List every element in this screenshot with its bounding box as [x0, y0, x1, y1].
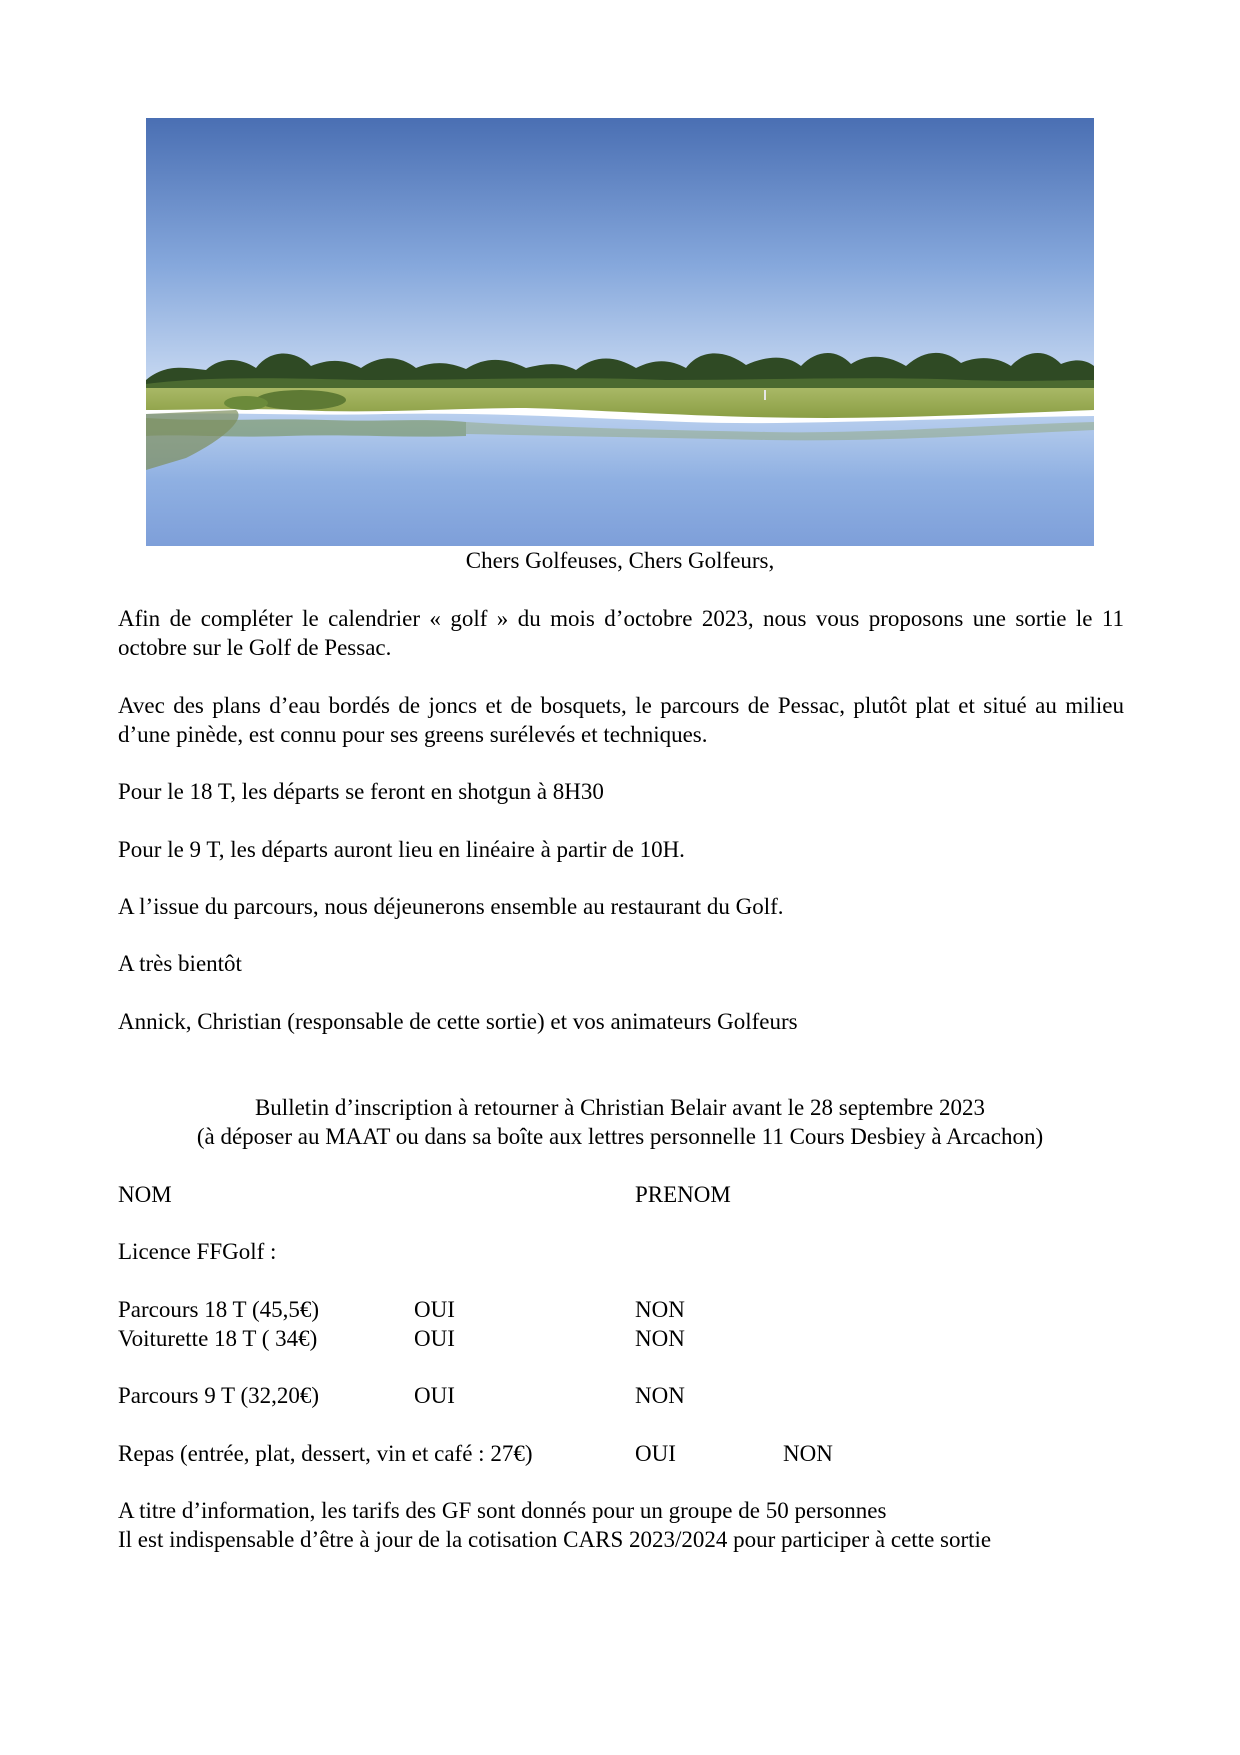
option-voiturette-18-label: Voiturette 18 T ( 34€) [118, 1326, 318, 1351]
option-voiturette-18-non: NON [635, 1326, 685, 1351]
field-licence-label: Licence FFGolf : [118, 1239, 277, 1264]
paragraph-signature: Annick, Christian (responsable de cette sortie) et vos animateurs Golfeurs [118, 1009, 798, 1034]
note-cotisation: Il est indispensable d’être à jour de la cotisation CARS 2023/2024 pour participer à cette sortie [118, 1527, 992, 1552]
option-parcours-9-non: NON [635, 1383, 685, 1408]
option-parcours-9-oui: OUI [414, 1383, 455, 1408]
paragraph-course-description: Avec des plans d’eau bordés de joncs et de bosquets, le parcours de Pessac, plutôt plat et situé au milieu d’une pinède, est connu pour ses greens surélevés et techniques. [118, 693, 1124, 747]
paragraph-lunch: A l’issue du parcours, nous déjeunerons ensemble au restaurant du Golf. [118, 894, 784, 919]
option-voiturette-18-oui: OUI [414, 1326, 455, 1351]
note-tarifs: A titre d’information, les tarifs des GF sont donnés pour un groupe de 50 personnes [118, 1498, 887, 1523]
paragraph-intro: Afin de compléter le calendrier « golf » du mois d’octobre 2023, nous vous proposons une sortie le 11 octobre sur le Golf de Pessac. [118, 606, 1124, 660]
option-parcours-18-label: Parcours 18 T (45,5€) [118, 1297, 320, 1322]
paragraph-closing: A très bientôt [118, 951, 242, 976]
bulletin-title: Bulletin d’inscription à retourner à Christian Belair avant le 28 septembre 2023 [254, 1095, 986, 1120]
option-repas-label: Repas (entrée, plat, dessert, vin et café : 27€) [118, 1441, 533, 1466]
field-nom-label: NOM [118, 1182, 172, 1207]
option-parcours-18-oui: OUI [414, 1297, 455, 1322]
golf-course-photo [146, 118, 1094, 546]
paragraph-18t-start: Pour le 18 T, les départs se feront en shotgun à 8H30 [118, 779, 604, 804]
greeting: Chers Golfeuses, Chers Golfeurs, [465, 548, 775, 573]
bulletin-subtitle: (à déposer au MAAT ou dans sa boîte aux lettres personnelle 11 Cours Desbiey à Arcachon) [196, 1124, 1044, 1149]
option-repas-non: NON [783, 1441, 833, 1466]
paragraph-9t-start: Pour le 9 T, les départs auront lieu en linéaire à partir de 10H. [118, 837, 685, 862]
option-parcours-9-label: Parcours 9 T (32,20€) [118, 1383, 320, 1408]
field-prenom-label: PRENOM [635, 1182, 731, 1207]
option-parcours-18-non: NON [635, 1297, 685, 1322]
option-repas-oui: OUI [635, 1441, 676, 1466]
